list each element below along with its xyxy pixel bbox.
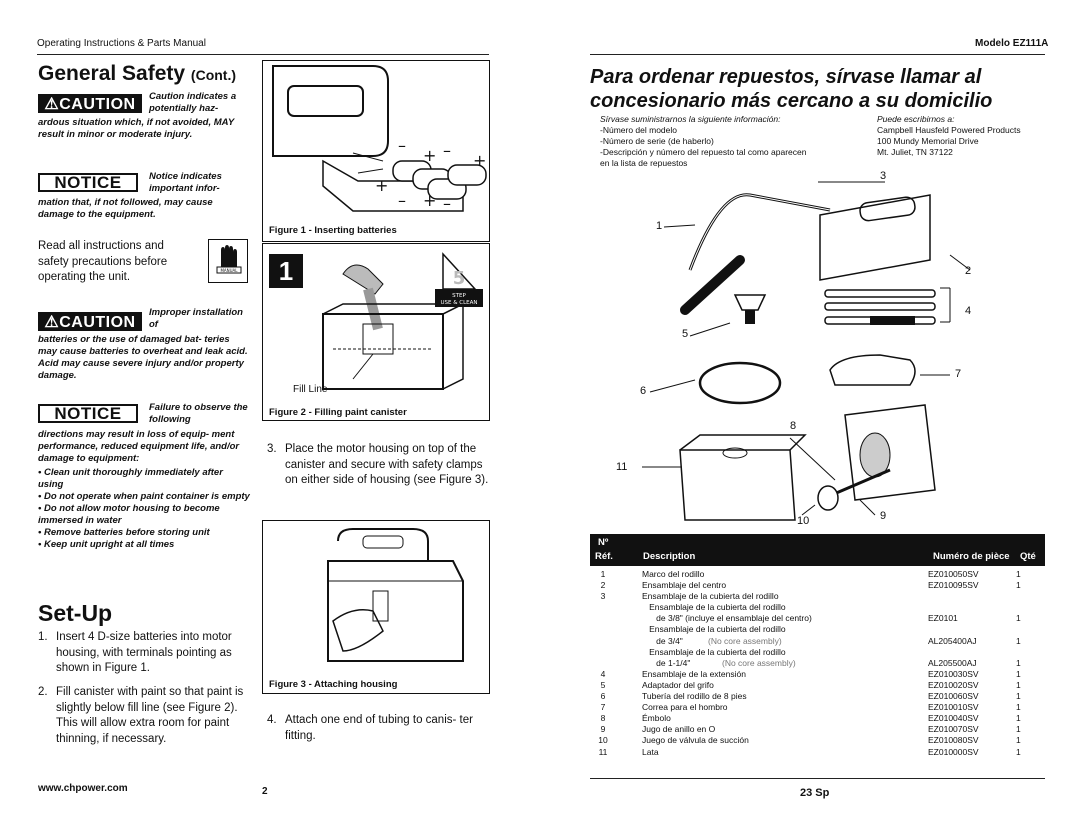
header-rule-left	[37, 54, 489, 55]
figure-3	[262, 520, 490, 694]
table-row	[590, 724, 1045, 735]
callout-11: 11	[616, 461, 628, 473]
table-row	[590, 658, 1045, 669]
notice2-text: directions may result in loss of equip- ment performance, reduced equipment life, and/or damage to equipment:	[38, 429, 240, 464]
header-left: Operating Instructions & Parts Manual	[37, 38, 206, 49]
table-row	[590, 735, 1045, 746]
row-description: Ensamblaje de la cubierta del rodillo	[642, 602, 786, 613]
row-description: Juego de válvula de succión	[642, 735, 749, 746]
table-row	[590, 602, 1045, 613]
header-right: Modelo EZ111A	[975, 38, 1049, 49]
setup-step-1: 1. Insert 4 D-size batteries into motor housing, with terminals pointing as shown in Figure 1.	[38, 631, 232, 674]
setup-heading: Set-Up	[38, 600, 113, 626]
svg-text:STEP: STEP	[452, 293, 466, 299]
figure-1	[262, 60, 490, 242]
svg-text:–: –	[398, 191, 406, 210]
page-number-right: 23 Sp	[800, 787, 830, 799]
row-description: Ensamblaje de la cubierta del rodillo	[642, 591, 779, 602]
table-row	[590, 591, 1045, 602]
callout-4: 4	[965, 305, 972, 317]
row-quantity: 1	[1016, 702, 1021, 713]
page-number-left: 2	[262, 786, 268, 797]
svg-text:+: +	[375, 176, 389, 195]
figure-3-caption: Figure 3 - Attaching housing	[269, 679, 398, 690]
svg-text:+: +	[423, 191, 437, 210]
order-parts-title: Para ordenar repuestos, sírvase llamar al concesionario más cercano a su domicilio	[590, 66, 993, 112]
row-description: Ensamblaje de la cubierta del rodillo	[642, 624, 786, 635]
table-row	[590, 569, 1045, 580]
table-body	[590, 566, 1045, 758]
table-bottom-rule	[590, 778, 1045, 779]
website: www.chpower.com	[38, 783, 128, 794]
svg-text:+: +	[473, 151, 487, 170]
header-rule-right	[590, 54, 1045, 55]
row-quantity: 1	[1016, 746, 1021, 757]
row-number: 6	[600, 691, 606, 702]
row-description: Jugo de anillo en O	[642, 724, 716, 735]
row-part-number: AL205500AJ	[928, 657, 977, 668]
row-description: Émbolo	[642, 713, 671, 724]
svg-text:5: 5	[452, 268, 466, 289]
row-number: 8	[600, 713, 606, 724]
notice-text: mation that, if not followed, may cause damage to the equipment.	[38, 197, 213, 220]
table-row	[590, 747, 1045, 758]
svg-text:–: –	[443, 194, 451, 213]
setup-step-3: 3. Place the motor housing on top of the canister and secure with safety clamps on either side of housing (see Figure 3).	[267, 443, 489, 486]
bullet-item: • Keep unit upright at all times	[38, 539, 175, 550]
row-number: 5	[600, 679, 606, 690]
row-number: 11	[598, 746, 608, 757]
row-part-number: EZ010020SV	[928, 679, 979, 690]
row-description: Ensamblaje del centro	[642, 580, 727, 591]
row-part-number: EZ0101	[928, 613, 958, 624]
row-note: (No core assembly)	[708, 635, 782, 646]
row-number: 10	[598, 735, 608, 746]
table-row	[590, 713, 1045, 724]
row-number: 2	[600, 580, 606, 591]
row-part-number: EZ010080SV	[928, 735, 979, 746]
figure-2-caption: Figure 2 - Filling paint canister	[269, 407, 407, 418]
row-part-number: EZ010070SV	[928, 724, 979, 735]
row-number: 4	[600, 668, 606, 679]
canister-fill-illustration	[313, 249, 488, 399]
row-part-number: EZ010095SV	[928, 580, 979, 591]
bullet-item: • Do not allow motor housing to become immersed in water	[38, 503, 220, 526]
svg-text:–: –	[398, 136, 406, 155]
row-part-number: EZ010000SV	[928, 746, 979, 757]
row-quantity: 1	[1016, 580, 1021, 591]
batteries-illustration	[263, 61, 489, 221]
row-description: de 3/8" (incluye el ensamblaje del centro)	[642, 613, 812, 624]
callout-9: 9	[880, 510, 887, 522]
caution-badge-2: ⚠CAUTION	[38, 312, 142, 331]
table-row	[590, 680, 1045, 691]
row-description: de 1-1/4"	[642, 657, 691, 668]
table-row	[590, 691, 1045, 702]
figure-1-caption: Figure 1 - Inserting batteries	[269, 225, 397, 236]
svg-text:USE & CLEAN: USE & CLEAN	[440, 300, 478, 306]
row-description: Lata	[642, 746, 659, 757]
row-part-number: EZ010030SV	[928, 668, 979, 679]
notice2-lead: Failure to observe the following	[149, 402, 248, 425]
step-number: 1	[269, 254, 303, 288]
row-quantity: 1	[1016, 657, 1021, 668]
callout-6: 6	[640, 385, 647, 397]
row-number: 7	[600, 702, 606, 713]
row-note: (No core assembly)	[722, 657, 796, 668]
row-description: de 3/4"	[642, 635, 683, 646]
row-number: 9	[600, 724, 606, 735]
table-row	[590, 669, 1045, 680]
info-left: Sírvase suministrarnos la siguiente información: -Número del modelo -Número de serie (de haberlo) -Descripción y número del repuesto tal como aparecen en la lista de repuestos	[600, 114, 807, 168]
parts-table	[590, 534, 1045, 758]
row-quantity: 1	[1016, 691, 1021, 702]
table-row	[590, 647, 1045, 658]
table-row	[590, 636, 1045, 647]
table-row	[590, 613, 1045, 624]
notice-lead: Notice indicates important infor-	[149, 171, 222, 194]
row-quantity: 1	[1016, 724, 1021, 735]
row-number: 1	[600, 569, 606, 579]
row-part-number: EZ010040SV	[928, 713, 979, 724]
callout-8: 8	[790, 420, 797, 432]
figure-2	[262, 243, 490, 421]
row-part-number: EZ010050SV	[928, 569, 979, 579]
row-quantity: 1	[1016, 713, 1021, 724]
manual-icon	[208, 239, 248, 283]
row-quantity: 1	[1016, 679, 1021, 690]
notice-badge: NOTICE	[38, 173, 138, 192]
table-row	[590, 624, 1045, 635]
row-quantity: 1	[1016, 569, 1021, 579]
caution-text: ardous situation which, if not avoided, MAY result in minor or moderate injury.	[38, 117, 234, 140]
svg-text:MANUAL: MANUAL	[220, 268, 238, 273]
read-all-text: Read all instructions and safety precautions before operating the unit.	[38, 240, 168, 283]
bullet-item: • Clean unit thoroughly immediately after using	[38, 467, 223, 490]
general-safety-heading: General Safety (Cont.)	[38, 62, 237, 85]
bullet-item: • Do not operate when paint container is empty	[38, 491, 250, 502]
row-description: Adaptador del grifo	[642, 679, 714, 690]
setup-step-4: 4. Attach one end of tubing to canis- ter fitting.	[267, 714, 473, 742]
safety-bullets	[38, 467, 250, 551]
row-part-number: EZ010010SV	[928, 702, 979, 713]
callout-5: 5	[682, 328, 689, 340]
row-description: Marco del rodillo	[642, 569, 705, 579]
table-header: Nº Réf. Description Numéro de pièce Qté	[590, 534, 1045, 566]
row-quantity: 1	[1016, 735, 1021, 746]
row-description: Ensamblaje de la cubierta del rodillo	[642, 646, 786, 657]
bullet-item: • Remove batteries before storing unit	[38, 527, 210, 538]
row-description: Correa para el hombro	[642, 702, 728, 713]
row-part-number: AL205400AJ	[928, 635, 977, 646]
setup-step-2: 2. Fill canister with paint so that paint is slightly below fill line (see Figure 2). This will allow extra room for paint thinning, if necessary.	[38, 686, 244, 745]
notice-badge-2: NOTICE	[38, 404, 138, 423]
caution-badge: ⚠CAUTION	[38, 94, 142, 113]
row-description: Tubería del rodillo de 8 pies	[642, 691, 747, 702]
row-description: Ensamblaje de la extensión	[642, 668, 746, 679]
row-quantity: 1	[1016, 668, 1021, 679]
svg-text:–: –	[443, 141, 451, 160]
callout-10: 10	[797, 515, 810, 527]
caution2-lead: Improper installation of	[149, 307, 243, 330]
row-quantity: 1	[1016, 613, 1021, 624]
callout-2: 2	[965, 265, 972, 277]
callout-7: 7	[955, 368, 962, 380]
caution-lead: Caution indicates a potentially haz-	[149, 91, 237, 114]
table-row	[590, 702, 1045, 713]
info-right: Puede escribirnos a: Campbell Hausfeld Powered Products 100 Mundy Memorial Drive Mt. Juliet, TN 37122	[877, 114, 1021, 157]
caution2-text: batteries or the use of damaged bat- teries may cause batteries to overheat and leak acid. Acid may cause severe injury and/or property damage.	[38, 334, 248, 381]
row-number: 3	[600, 591, 606, 602]
row-part-number: EZ010060SV	[928, 691, 979, 702]
row-quantity: 1	[1016, 635, 1021, 646]
callout-3: 3	[880, 170, 887, 182]
table-row	[590, 580, 1045, 591]
fill-line-label: Fill Line	[293, 384, 328, 395]
housing-attach-illustration	[263, 521, 489, 676]
svg-text:+: +	[423, 146, 437, 165]
callout-1: 1	[656, 220, 663, 232]
